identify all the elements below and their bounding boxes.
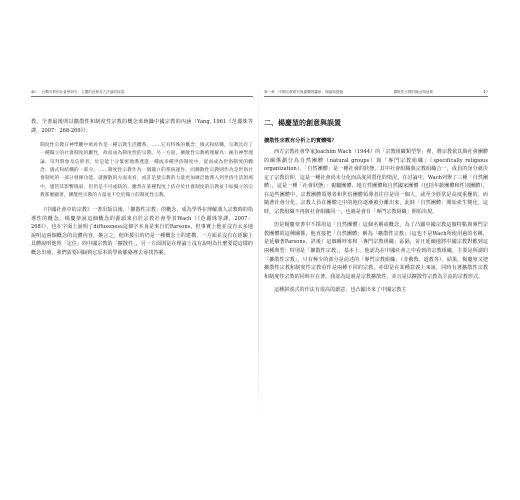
left-paragraph-2: 《中國社會中的宗教》一書出版以後，「擴散性宗教」的概念，成為學界在理解漢人宗教時的指導性的概念。楊慶堃說這個概念的源頭來自於宗教社會學者Wach（《范麗珠等譯，2007：268》），也在字面上說明了diffuseness這個字本身是來自於Parsons，但事實上他並沒有太多地說明這兩個概念的具體內容，換言之，他所援引的仍是一種概念上的建構，一方面並沒有在經驗上具體說明他所「定位」的中國宗教的「擴散性」，另一方面則是在理論上沒有說明為什麼要從這樣的概念出發，我們需要回歸到它原本的學術脈絡裡去尋找答案。 <box>31 207 253 256</box>
running-head-right <box>264 88 488 97</box>
page-number-right: 47 <box>483 90 488 94</box>
right-paragraph-2: 但是楊慶堃書中不採用這「自然團體」這個名稱或概念，為了凸顯中國宗教這個特點與專門宗教團體的這種關係，他直接把「自然團體」稱為「擴散性宗教」（這也不是Wach所使用過的名稱，是延續著Parsons，詳後）這個稱呼來和「專門宗教組織」區隔，並且延續地將中國宗教對應到這兩種典型：特別是「擴散性宗教」，基本上，他認為在中國社會之中看到的宗教組織，主要是所謂的「擴散性宗教」，只有極少的部分是前述的「專門宗教組織」（非佛教、道教等）。結果，楊慶堃又把擴散性宗教和制度性宗教看作是兩種不同的宗教，亦即是在某種意義上來說，同時有著擴散性宗教和制度性宗教的同時存在著，我認為這就是宗教擴散性，並且是以擴散性宗教為主流的宗教形式。 <box>264 222 488 280</box>
chapter-head: 第一章 中國宗教研究與臺灣的繼承：理論與經驗 <box>264 90 344 94</box>
section-subtitle: 擴散性宗教有分析上的實體嗎？ <box>264 138 337 144</box>
left-paragraph-1: 教。全書最後則以擴散性和制度性宗教的概念來統攝中國宗教的內涵（Yang, 1961《范麗珠等譯，2007：268-269》）： <box>31 119 253 134</box>
block-quote: 制度性宗教在神學觀中被看作是一種宗教生活體系，……它有特殊的概念、儀式和結構，宗教具有了一種獨立的社會制度的屬性，故而成為制度性的宗教。另一方面，擴散性宗教被理解為：擁有神學理論、崇拜對象及信仰者，於是能十分緊密地滲透進一種或多種世俗制度中，從而成為世俗制度的觀念、儀式和結構的一部分。……制度性宗教作為一個獨立的系統運作，而擴散性宗教則作為是世俗社會制度的一部分發揮功能。就擴散的方面來看，或許是使宗教的力量更加廣泛地滲入到世俗生活領域中，儘管其影響微弱，但仍是不可或缺的。雖然在某種程度上依存於社會制度的宗教並不如獨立的宗教那麼顯著，擴散性宗教的力量並不亞於獨立的制度性宗教。 <box>40 143 253 198</box>
running-head-left <box>31 88 253 97</box>
left-page <box>31 88 253 410</box>
book-title-head: 台灣宗教的社會學研究：主題的延伸及方法論的探索 <box>41 90 125 94</box>
right-paragraph-3: 這種拼湊式的作法有很高的創意，也凸顯出來了中國宗教主 <box>274 287 407 294</box>
right-page <box>264 88 488 410</box>
subtitle-head: 擴散性宗教的概念與延伸 <box>393 90 433 94</box>
right-paragraph-1: 西方宗教社會學家Joachim Wach（1944）的「宗教組織類型學」裡，將宗教依其與社會團體的關係劃分為自然團體（natural groups）與「專門宗教組織」（specifically religious organization）。「自然團體」是一種社會的狀態，其中社會組織與宗教組織合一，成員的身分就決定了宗教信仰，這是一種社會尚未分化而高度同質化的情況。在討論中，Wach列舉了三種「自然團體」，這是一種「社會狀態」：親屬團體、地方性團體和自然國家團體（包括年齡團體和性別團體），在這些團體中，宗教團體領導者和世俗團體領導者往往是同一個人，或至少經常是高度重疊的。而隨著社會分化，宗教人員在團體之中的地位逐漸被分離出來，此時「自然團體」開始產生變化，這時，宗教組織不再與社會組織同一，也就是會有「專門宗教組織」開始出現。 <box>264 149 488 215</box>
page-number-left: 46 <box>31 90 36 94</box>
book-gutter <box>258 80 259 420</box>
section-title: 二、楊慶堃的創意與誤置 <box>264 119 341 127</box>
